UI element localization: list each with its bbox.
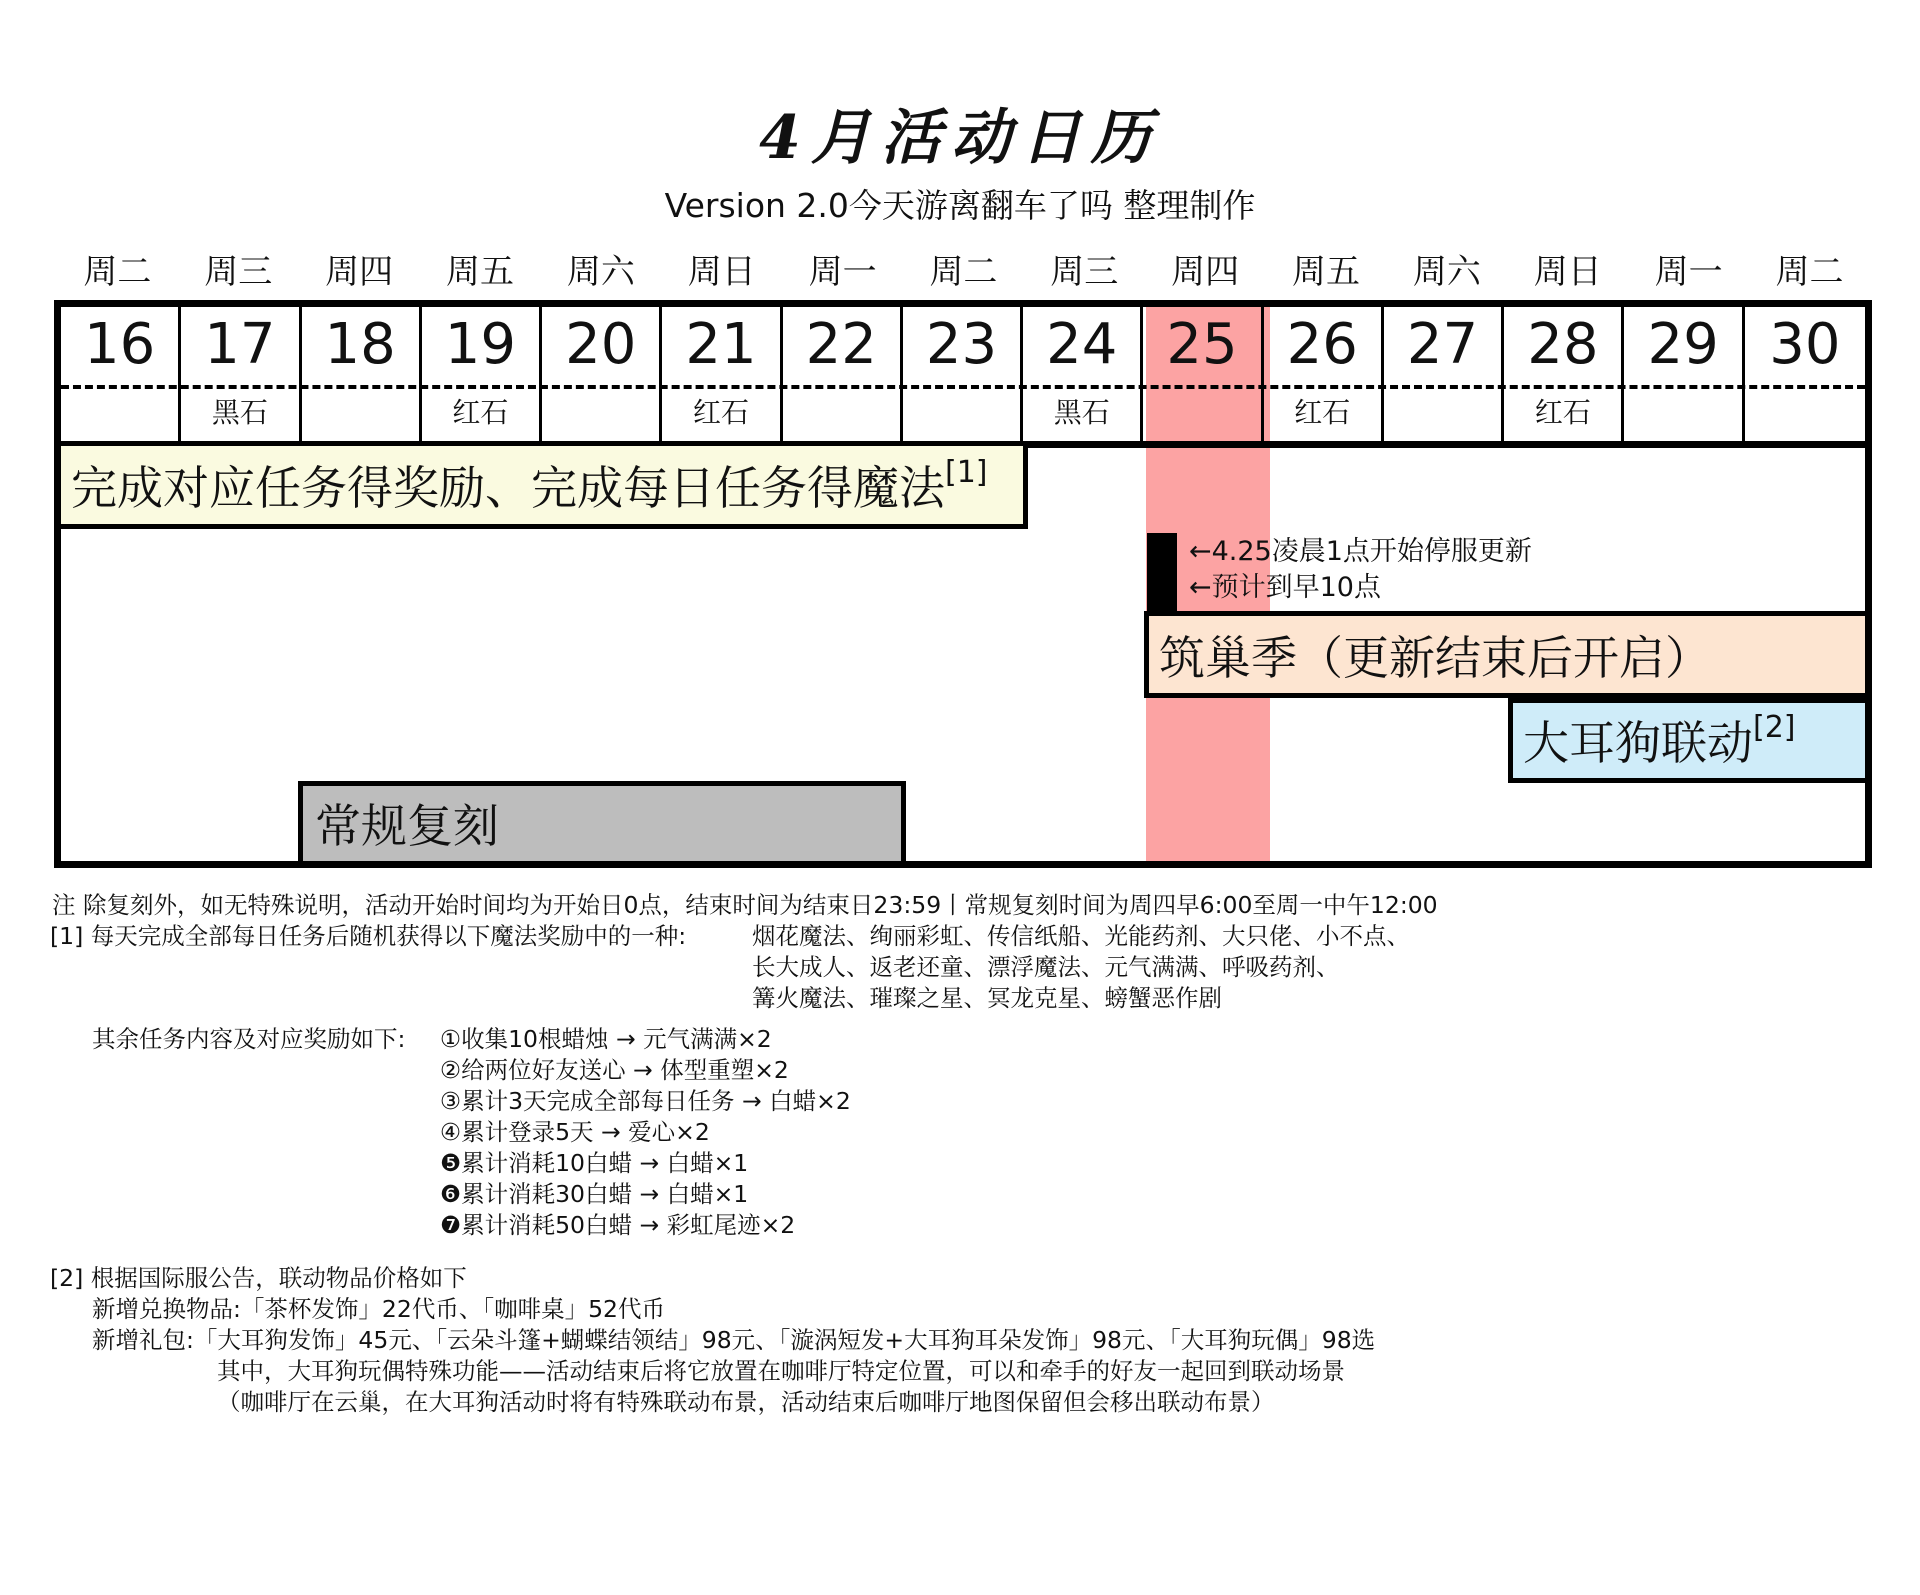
weekday-label: 周二 [83, 252, 152, 292]
day-cell-18 [302, 307, 422, 441]
day-number: 30 [1769, 312, 1841, 377]
task-item: ②给两位好友送心 → 体型重塑×2 [440, 1056, 789, 1084]
weekday-label: 周一 [1654, 252, 1723, 292]
day-cell-29 [1624, 307, 1744, 441]
task-item: ④累计登录5天 → 爱心×2 [440, 1118, 710, 1146]
footnote-ref-1: [1] [945, 455, 988, 490]
footnote-1-lead: [1] 每天完成全部每日任务后随机获得以下魔法奖励中的一种: [50, 922, 687, 950]
day-number: 20 [565, 312, 637, 377]
footnote-2-cafe-note: （咖啡厅在云巢，在大耳狗活动时将有特殊联动布景，活动结束后咖啡厅地图保留但会移出联动布景） [217, 1388, 1275, 1416]
calendar-grid [54, 300, 1872, 868]
task-item: ❼累计消耗50白蜡 → 彩虹尾迹×2 [440, 1211, 796, 1239]
footnote-1-magic-line3: 篝火魔法、璀璨之星、冥龙克星、螃蟹恶作剧 [752, 984, 1222, 1012]
day-cell-23 [903, 307, 1023, 441]
page-title: 4月活动日历 [759, 103, 1161, 173]
weekday-label: 周三 [1050, 252, 1119, 292]
day-cell-17 [181, 307, 301, 441]
footnote-2-lead: [2] 根据国际服公告，联动物品价格如下 [50, 1264, 467, 1292]
footnote-2-gift-packs: 新增礼包:「大耳狗发饰」45元、「云朵斗篷+蝴蝶结领结」98元、「漩涡短发+大耳狗耳朵发饰」98元、「大耳狗玩偶」98选 [92, 1326, 1376, 1354]
event-label-rerun: 常规复刻 [315, 799, 499, 853]
maintenance-note-start: ←4.25凌晨1点开始停服更新 [1189, 536, 1532, 567]
day-number: 29 [1647, 312, 1719, 377]
day-cell-24 [1023, 307, 1143, 441]
maintenance-marker [1147, 533, 1177, 611]
weekday-label: 周六 [566, 252, 635, 292]
day-number: 18 [324, 312, 396, 377]
footnote-1-magic-line1: 烟花魔法、绚丽彩虹、传信纸船、光能药剂、大只佬、小不点、 [752, 922, 1410, 950]
page-subtitle: Version 2.0今天游离翻车了吗 整理制作 [664, 186, 1256, 225]
day-cell-19 [422, 307, 542, 441]
day-number: 23 [925, 312, 998, 377]
weekday-label: 周六 [1412, 252, 1481, 292]
day-cell-16 [61, 307, 181, 441]
weekday-label: 周五 [446, 252, 514, 292]
event-label-collab: 大耳狗联动 [1523, 716, 1753, 770]
shard-stone-label: 红石 [1534, 396, 1591, 429]
footnote-1-magic-line2: 长大成人、返老还童、漂浮魔法、元气满满、呼吸药剂、 [752, 953, 1340, 981]
weekday-label: 周五 [1292, 252, 1361, 292]
maintenance-note-end: ←预计到早10点 [1189, 572, 1381, 603]
weekday-label: 周四 [325, 252, 394, 292]
day-number: 22 [805, 312, 877, 377]
event-bar-regular-rerun [298, 781, 906, 861]
day-cell-26 [1264, 307, 1384, 441]
event-bar-nesting-season [1144, 611, 1865, 698]
weekday-label: 周三 [204, 252, 273, 292]
day-number: 16 [84, 312, 156, 377]
shard-stone-label: 黑石 [1053, 396, 1110, 429]
day-number: 25 [1166, 312, 1238, 377]
shard-stone-label: 黑石 [211, 396, 268, 429]
event-bar-cinnamoroll-collab [1508, 698, 1865, 783]
tasks-lead: 其余任务内容及对应奖励如下: [92, 1025, 406, 1053]
event-label-daily-tasks: 完成对应任务得奖励、完成每日任务得魔法 [71, 461, 945, 515]
general-note: 注 除复刻外，如无特殊说明，活动开始时间均为开始日0点，结束时间为结束日23:59丨常规复刻时间为周四早6:00至周一中午12:00 [52, 891, 1438, 919]
day-cell-22 [783, 307, 903, 441]
weekday-label: 周日 [687, 252, 756, 292]
shard-stone-label: 红石 [1294, 396, 1351, 429]
weekday-label: 周二 [929, 252, 998, 292]
day-cell-30 [1745, 307, 1865, 441]
weekday-label: 周二 [1775, 252, 1844, 292]
task-item: ③累计3天完成全部每日任务 → 白蜡×2 [440, 1087, 851, 1115]
event-label-nesting-season: 筑巢季（更新结束后开启） [1159, 631, 1711, 685]
day-cell-21 [662, 307, 782, 441]
weekday-label: 周四 [1171, 252, 1240, 292]
weekday-label: 周一 [808, 252, 877, 292]
day-cell-20 [542, 307, 662, 441]
footnote-2-plush-function: 其中，大耳狗玩偶特殊功能——活动结束后将它放置在咖啡厅特定位置，可以和牵手的好友一起回到联动场景 [217, 1357, 1345, 1385]
day-number: 26 [1286, 312, 1358, 377]
task-item: ❻累计消耗30白蜡 → 白蜡×1 [440, 1180, 749, 1208]
shard-stone-label: 红石 [452, 396, 509, 429]
day-number: 24 [1046, 312, 1118, 377]
weekday-header-row [57, 250, 1870, 294]
weekday-label: 周日 [1533, 252, 1602, 292]
shard-stone-label: 红石 [692, 396, 749, 429]
event-bar-daily-tasks [61, 446, 1028, 529]
day-cell-25 [1143, 307, 1263, 441]
day-number: 17 [204, 312, 276, 377]
footnote-2-exchange-items: 新增兑换物品:「茶杯发饰」22代币、「咖啡桌」52代币 [92, 1295, 665, 1323]
dashed-divider [61, 385, 1865, 389]
footnote-ref-2: [2] [1753, 710, 1796, 745]
day-cell-28 [1504, 307, 1624, 441]
day-cell-27 [1384, 307, 1504, 441]
task-item: ❺累计消耗10白蜡 → 白蜡×1 [440, 1149, 749, 1177]
day-number: 27 [1406, 312, 1479, 377]
day-number: 21 [685, 312, 757, 377]
task-item: ①收集10根蜡烛 → 元气满满×2 [440, 1025, 772, 1053]
day-number: 28 [1527, 312, 1599, 377]
day-number: 19 [444, 312, 517, 377]
